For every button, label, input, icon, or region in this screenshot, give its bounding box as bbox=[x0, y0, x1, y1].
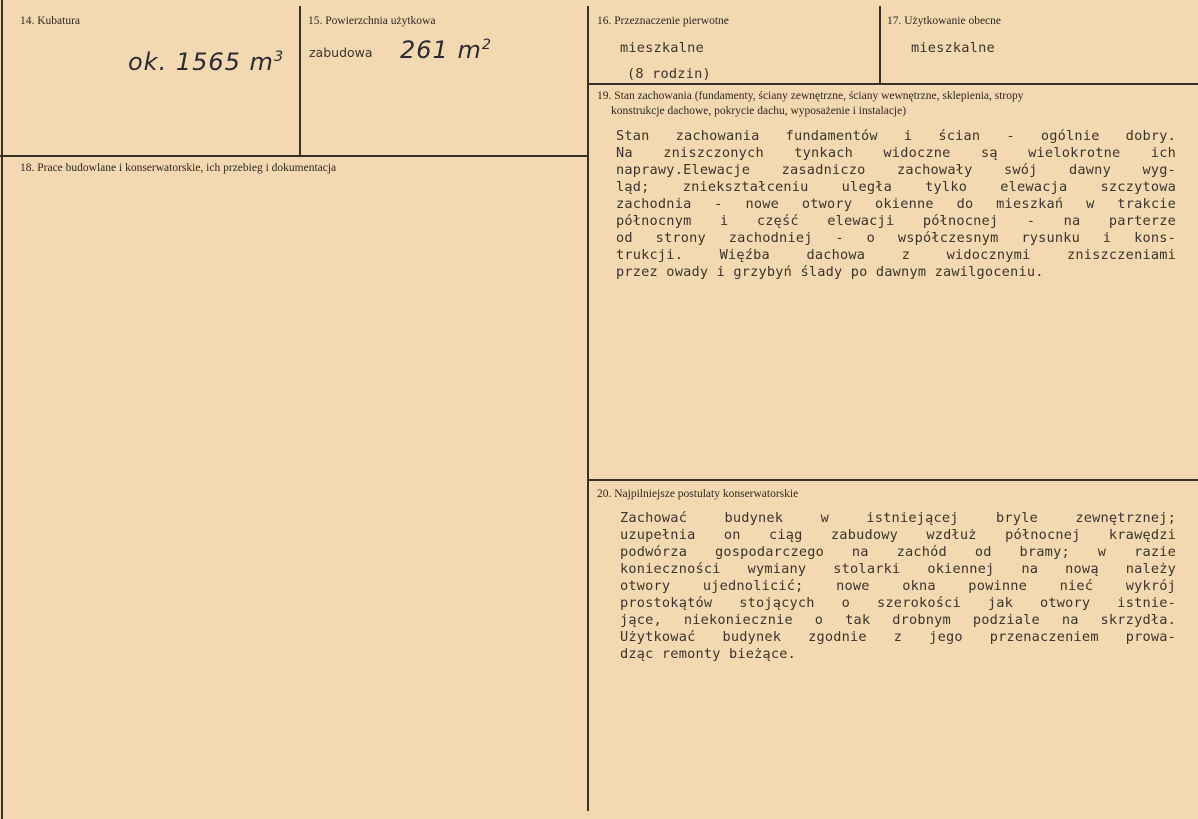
field-17-value: mieszkalne bbox=[911, 40, 995, 56]
field-20-line: prostokątów stojących o szerokości jak otwory istnie- bbox=[620, 595, 1176, 611]
left-border bbox=[1, 0, 3, 819]
field-15-value-text: 261 m bbox=[400, 36, 482, 64]
field-20-line: jące, niekoniecznie o tak drobnym podziale na skrzydła. bbox=[620, 612, 1176, 628]
field-20-line: podwórza gospodarczego na zachód od bramy; w razie bbox=[620, 544, 1176, 560]
field-19-line: Stan zachowania fundamentów i ścian - ogólnie dobry. bbox=[616, 128, 1176, 144]
field-20-line: Zachować budynek w istniejącej bryle zewnętrznej; bbox=[620, 510, 1176, 526]
field-19-line: ląd; zniekształceniu uległa tylko elewacja szczytowa bbox=[616, 179, 1176, 195]
field-14-value bbox=[128, 48, 284, 76]
field-16-line2: (8 rodzin) bbox=[627, 66, 711, 82]
field-19-label-line2: konstrukcje dachowe, pokrycie dachu, wyposażenie i instalacje) bbox=[611, 105, 907, 117]
field-20-line: Użytkować budynek zgodnie z jego przenaczeniem prowa- bbox=[620, 629, 1176, 645]
field-16-line1: mieszkalne bbox=[620, 40, 704, 56]
divider-col-14-15 bbox=[299, 6, 301, 156]
field-14-value-sup: 3 bbox=[273, 49, 285, 65]
field-19-line: przez owady i grzybyń ślady po dawnym zawilgoceniu. bbox=[616, 264, 1044, 280]
field-19-line: naprawy.Elewacje zasadniczo zachowały swój dawny wyg- bbox=[616, 162, 1176, 178]
field-19-line: północnym i część elewacji północnej - na parterze bbox=[616, 213, 1176, 229]
divider-col-16-17 bbox=[879, 6, 881, 84]
field-19-line: trukcji. Więźba dachowa z widocznymi zniszczeniami bbox=[616, 247, 1176, 263]
divider-center bbox=[587, 6, 589, 811]
field-14-label: 14. Kubatura bbox=[20, 15, 81, 27]
field-19-text bbox=[616, 128, 1176, 281]
field-16-label: 16. Przeznaczenie pierwotne bbox=[597, 15, 729, 27]
field-15-prefix: zabudowa bbox=[309, 45, 373, 60]
field-20-line: uzupełnia on ciąg zabudowy wzdłuż północnej krawędzi bbox=[620, 527, 1176, 543]
field-20-line: konieczności wymiany stolarki okiennej na nową należy bbox=[620, 561, 1176, 577]
field-15-value-sup: 2 bbox=[481, 37, 492, 53]
field-19-label-line1: 19. Stan zachowania (fundamenty, ściany zewnętrzne, ściany wewnętrzne, sklepienia, stropy bbox=[597, 90, 1024, 102]
field-17-label: 17. Użytkowanie obecne bbox=[887, 15, 1002, 27]
field-19-line: zachodnia - nowe otwory okienne do mieszkań w trakcie bbox=[616, 196, 1176, 212]
field-19-line: Na zniszczonych tynkach widoczne są wielokrotne ich bbox=[616, 145, 1176, 161]
field-14-value-text: ok. 1565 m bbox=[128, 48, 274, 76]
divider-row19-20 bbox=[588, 479, 1198, 481]
field-20-line: dząc remonty bieżące. bbox=[620, 646, 797, 662]
field-20-text bbox=[620, 510, 1176, 663]
field-20-label: 20. Najpilniejsze postulaty konserwatorskie bbox=[597, 488, 799, 500]
field-15-label: 15. Powierzchnia użytkowa bbox=[308, 15, 436, 27]
divider-row1-left bbox=[0, 155, 588, 157]
field-20-line: otwory ujednolicić; nowe okna powinne nieć wykrój bbox=[620, 578, 1176, 594]
field-18-label: 18. Prace budowlane i konserwatorskie, ich przebieg i dokumentacja bbox=[20, 162, 337, 174]
field-15-value bbox=[400, 36, 492, 64]
field-19-line: od strony zachodniej - o współczesnym rysunku i kons- bbox=[616, 230, 1176, 246]
divider-row16-19 bbox=[588, 83, 1198, 85]
